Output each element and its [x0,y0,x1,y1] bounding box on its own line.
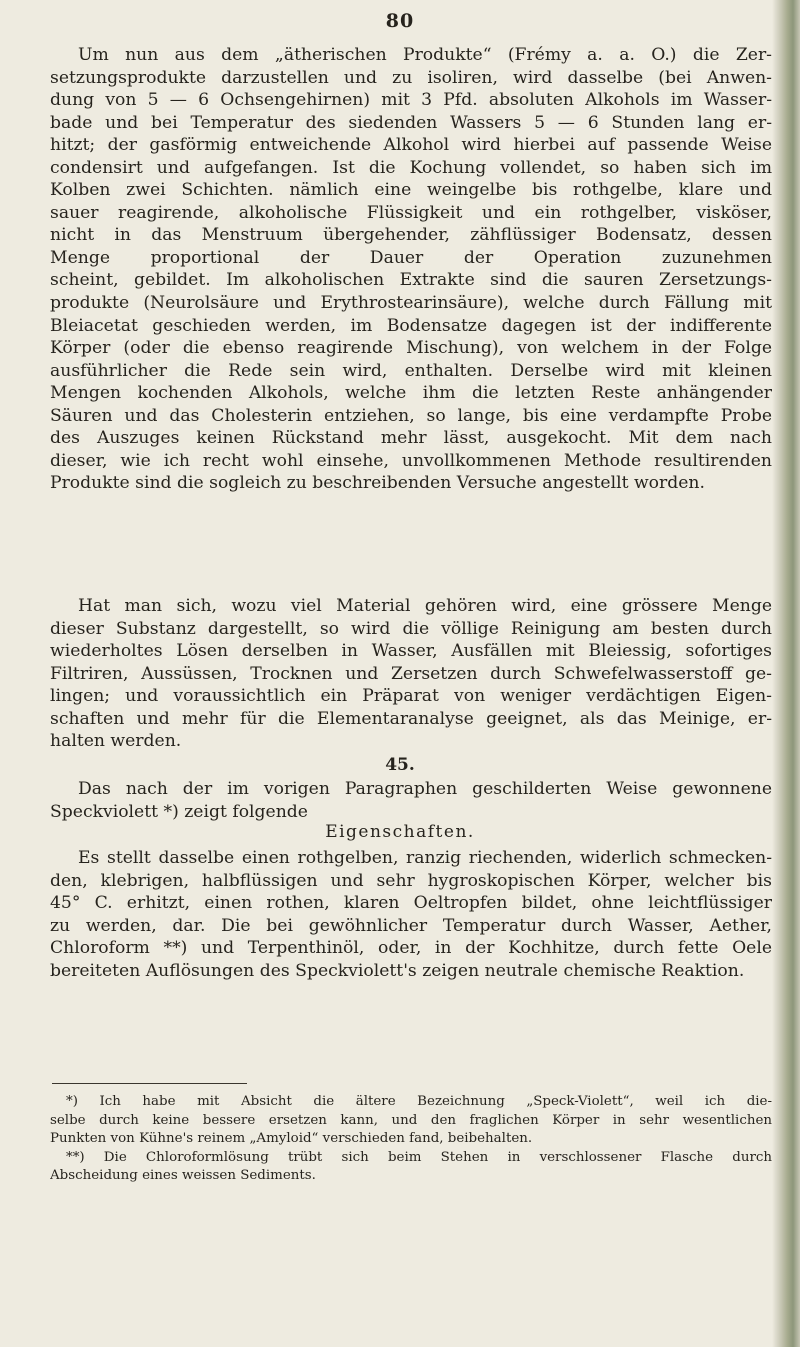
footnote-line: *) Ich habe mit Absicht die ältere Bezeichnung „Speck-Violett“, weil ich die- [66,1094,772,1109]
paragraph-3 [50,778,772,823]
text-line: produkte (Neurolsäure und Erythrostearinsäure), welche durch Fällung mit [50,293,772,314]
text-line: Chloroform **) und Terpenthinöl, oder, in der Kochhitze, durch fette Oele [50,938,772,959]
paragraph-1 [50,44,772,495]
text-line: ausführlicher die Rede sein wird, enthalten. Derselbe wird mit kleinen [50,360,772,381]
paragraph-2 [50,595,772,753]
text-line: sauer reagirende, alkoholische Flüssigkeit und ein rothgelber, visköser, [50,202,772,223]
text-line: lingen; und voraussichtlich ein Präparat von weniger verdächtigen Eigen- [50,686,772,707]
text-line: bereiteten Auflösungen des Speckviolett's zeigen neutrale chemische Reaktion. [50,960,745,981]
footnote-line: Abscheidung eines weissen Sediments. [50,1168,316,1183]
text-line: Das nach der im vorigen Paragraphen geschilderten Weise gewonnene [78,779,772,799]
footnote-divider [52,1083,247,1084]
text-line: Bleiacetat geschieden werden, im Bodensatze dagegen ist der indifferente [50,315,772,336]
text-line: Filtriren, Aussüssen, Trocknen und Zersetzen durch Schwefelwasserstoff ge- [50,663,772,684]
text-line: halten werden. [50,731,182,752]
text-line: dieser, wie ich recht wohl einsehe, unvollkommenen Methode resultirenden [50,450,772,471]
footnote-line: Punkten von Kühne's reinem „Amyloid“ verschieden fand, beibehalten. [50,1131,533,1146]
paragraph-4 [50,847,772,982]
text-line: setzungsprodukte darzustellen und zu isoliren, wird dasselbe (bei Anwen- [50,67,772,88]
text-line: scheint, gebildet. Im alkoholischen Extrakte sind die sauren Zersetzungs- [50,270,772,291]
footnote-line: **) Die Chloroformlösung trübt sich beim Stehen in verschlossener Flasche durch [66,1149,772,1165]
text-line: Körper (oder die ebenso reagirende Mischung), von welchem in der Folge [50,338,772,359]
text-line: wiederholtes Lösen derselben in Wasser, Ausfällen mit Bleiessig, sofortiges [50,641,772,662]
text-line: schaften und mehr für die Elementaranalyse geeignet, als das Meinige, er- [50,708,772,729]
text-line: Um nun aus dem „ätherischen Produkte“ (Frémy a. a. O.) die Zer- [78,45,772,65]
text-line: dieser Substanz dargestellt, so wird die völlige Reinigung am besten durch [50,618,772,639]
text-line: nicht in das Menstruum übergehender, zähflüssiger Bodensatz, dessen [50,225,772,246]
text-line: Speckviolett *) zeigt folgende [50,801,308,822]
text-line: des Auszuges keinen Rückstand mehr lässt, ausgekocht. Mit dem nach [50,428,772,449]
text-line: hitzt; der gasförmig entweichende Alkohol wird hierbei auf passende Weise [50,135,772,156]
page-number: 80 [385,10,415,32]
text-line: condensirt und aufgefangen. Ist die Kochung vollendet, so haben sich im [50,157,772,178]
text-line: Es stellt dasselbe einen rothgelben, ranzig riechenden, widerlich schmecken- [78,848,772,868]
text-line: 45° C. erhitzt, einen rothen, klaren Oeltropfen bildet, ohne leichtflüssiger [50,893,772,914]
text-line: dung von 5 — 6 Ochsengehirnen) mit 3 Pfd. absoluten Alkohols im Wasser- [50,90,772,111]
text-line: den, klebrigen, halbflüssigen und sehr hygroskopischen Körper, welcher bis [50,870,772,891]
section-heading: Eigenschaften. [325,822,475,842]
text-line: zu werden, dar. Die bei gewöhnlicher Temperatur durch Wasser, Aether, [50,915,772,936]
section-number: 45. [385,755,415,775]
text-line: Produkte sind die sogleich zu beschreibenden Versuche angestellt worden. [50,473,705,494]
text-line: Säuren und das Cholesterin entziehen, so lange, bis eine verdampfte Probe [50,405,772,426]
text-line: bade und bei Temperatur des siedenden Wassers 5 — 6 Stunden lang er- [50,112,772,133]
footnote-line: selbe durch keine bessere ersetzen kann, und den fraglichen Körper in sehr wesentlichen [50,1112,772,1128]
text-line: Kolben zwei Schichten. nämlich eine weingelbe bis rothgelbe, klare und [50,180,772,201]
text-line: Hat man sich, wozu viel Material gehören wird, eine grössere Menge [78,596,772,616]
text-line: Menge proportional der Dauer der Operation zuzunehmen [50,247,772,268]
page-binding-edge [772,0,800,1347]
footnotes [50,1093,772,1186]
text-line: Mengen kochenden Alkohols, welche ihm die letzten Reste anhängender [50,383,772,404]
